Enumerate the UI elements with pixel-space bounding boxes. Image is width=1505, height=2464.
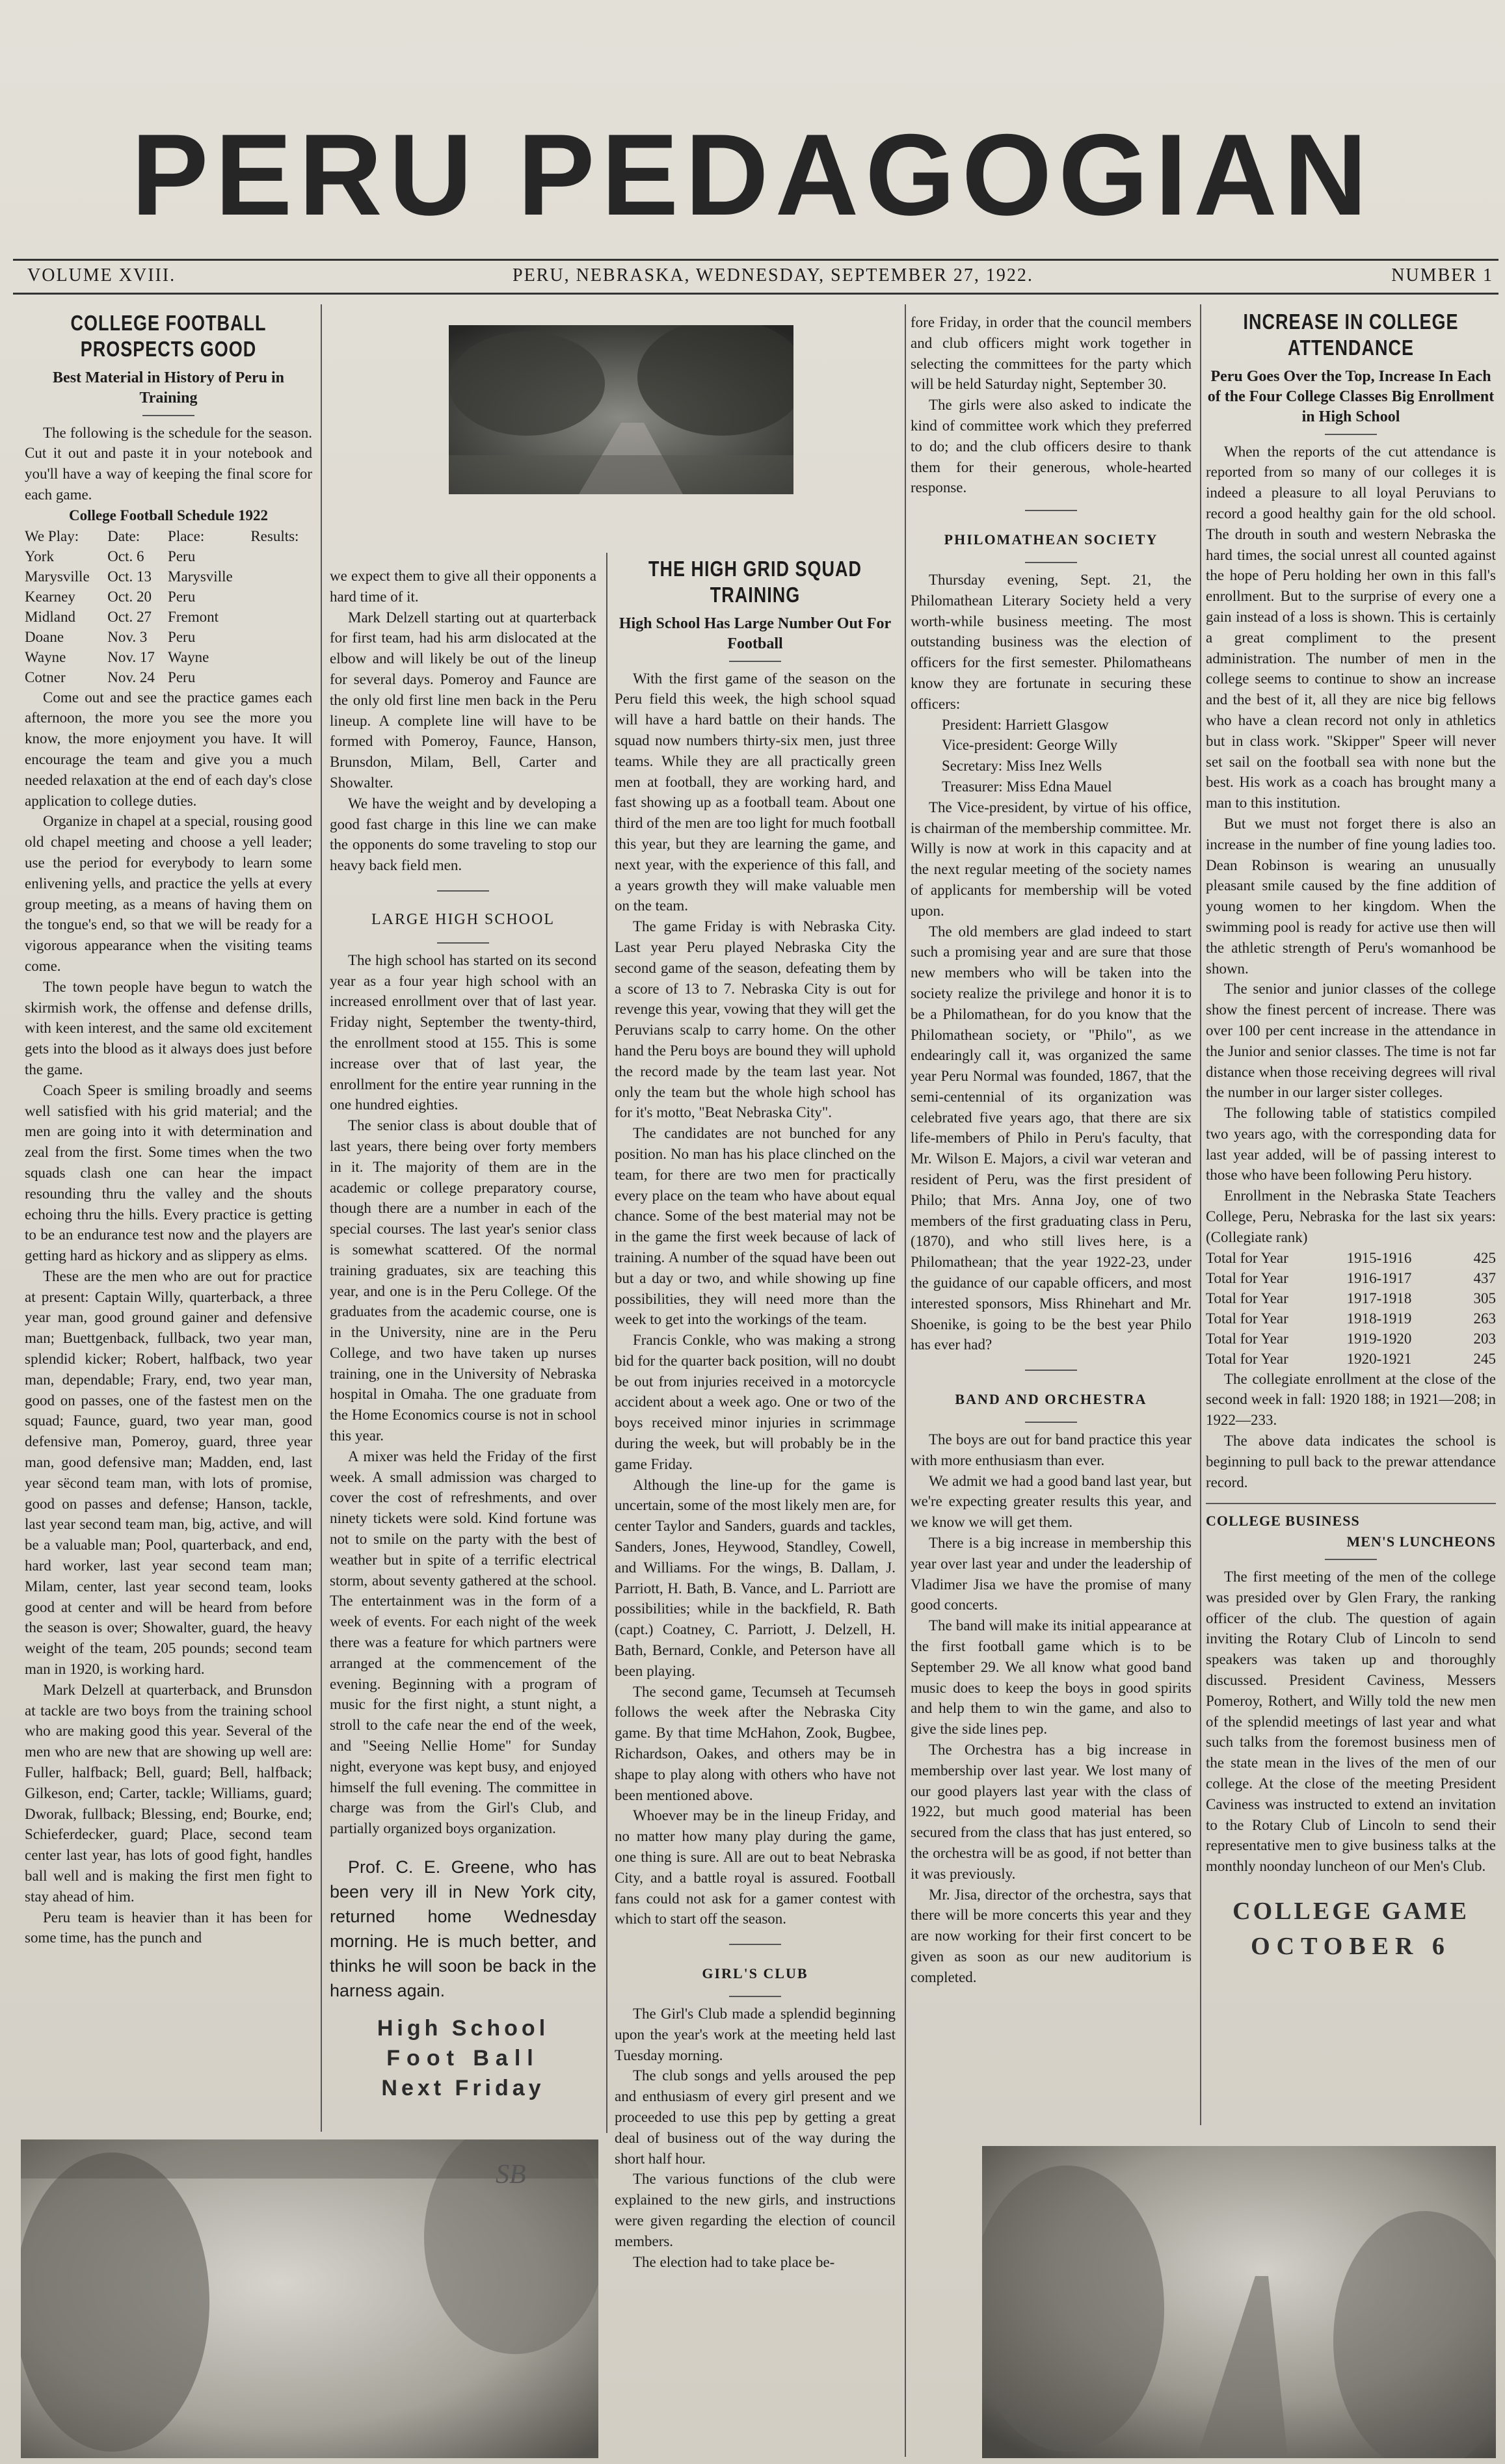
masthead-rule-top bbox=[13, 259, 1498, 261]
divider bbox=[729, 661, 781, 662]
band-headline: BAND AND ORCHESTRA bbox=[955, 1391, 1147, 1408]
column-rule bbox=[1200, 304, 1201, 2125]
divider bbox=[142, 415, 194, 416]
paragraph: When the reports of the cut attendance is reported from so many of our colleges it is indeed a pleasure to all loyal Peruvians to record a good healthy gain for the old school. The drouth in south and western Nebraska the hard times, the social unrest all counted against the hope of Peru holding her own in this fall's enrollment. But to the surprise of every one a gain instead of a loss is shown. This is certainly a great compliment to the present administration. The number of men in the college seems to continue to show an increase and the best of it, all they are nice big fellows who have a clean record not only in athletics but in class work. "Skipper" Speer will never set sail on the football sea with none but the best. His work as a coach has brought many a man to this institution. bbox=[1206, 443, 1496, 812]
divider bbox=[1206, 1503, 1496, 1504]
schedule-cell: York bbox=[25, 548, 54, 564]
schedule-header-cell: Results: bbox=[250, 527, 299, 544]
schedule-cell: Kearney bbox=[25, 588, 75, 605]
football-article bbox=[25, 313, 312, 1948]
paragraph: The candidates are not bunched for any position. No man has his place clinched on the team, for there are two men for practically every place on the team who have about equal chance. Some of the best material may not be in the game the first week because of lack of training. A number of the squad have been out but a day or two, and while showing up fine possibilities, they will need more than the week to get into the workings of the team. bbox=[615, 1125, 896, 1328]
paragraph: The club songs and yells aroused the pep and enthusiasm of every girl present and we proceeded to use this pep by getting a great deal of business out of the way during the short half hour. bbox=[615, 2067, 896, 2167]
dateline-bar bbox=[27, 265, 1493, 289]
bottom-right-photo-image bbox=[982, 2146, 1496, 2458]
girls-club-headline: GIRL'S CLUB bbox=[702, 1965, 808, 1982]
enroll-cell: 1918-1919 bbox=[1346, 1310, 1412, 1327]
schedule-cell: Wayne bbox=[168, 648, 209, 665]
divider bbox=[1325, 1559, 1377, 1560]
column-three bbox=[615, 559, 896, 2272]
dateline-text: PERU, NEBRASKA, WEDNESDAY, SEPTEMBER 27, 1922. bbox=[513, 265, 1033, 285]
enroll-cell: 1916-1917 bbox=[1346, 1269, 1412, 1286]
paragraph: Peru team is heavier than it has been for some time, has the punch and bbox=[25, 1909, 312, 1946]
philomathean-headline: PHILOMATHEAN SOCIETY bbox=[944, 531, 1158, 548]
paragraph: Come out and see the practice games each afternoon, the more you see the more you know, the more enjoyment you have. It will encourage the team and give you a much needed relaxation at the end of each day's close application to college duties. bbox=[25, 689, 312, 809]
table-row bbox=[1206, 1308, 1496, 1329]
enroll-cell: Total for Year bbox=[1206, 1330, 1288, 1347]
schedule-cell bbox=[250, 667, 312, 687]
table-row bbox=[25, 627, 312, 647]
paragraph: The various functions of the club were explained to the new girls, and instructions were given regarding the election of council members. bbox=[615, 2171, 896, 2249]
paragraph: But we must not forget there is also an increase in the number of fine young ladies too. Dean Robinson is wearing an unusually pleasant smile caused by the fine addition of young women to her kingdom. When the swimming pool is ready for active use then will the athletic strength of Peru's womanhood be shown. bbox=[1206, 815, 1496, 977]
schedule-cell bbox=[250, 627, 312, 647]
schedule-cell: Marysville bbox=[25, 568, 90, 585]
schedule-cell: Oct. 13 bbox=[107, 568, 152, 585]
bottom-left-photo bbox=[21, 2139, 598, 2458]
paragraph: The second game, Tecumseh at Tecumseh follows the week after the Nebraska City game. By that time McHahon, Zook, Bugbee, Richardson, Oakes, and others may be in shape to play along with others who have not been mentioned above. bbox=[615, 1683, 896, 1803]
column-two bbox=[330, 566, 596, 2103]
football-intro: The following is the schedule for the season. Cut it out and paste it in your notebook and you'll have a way of keeping the final score for each game. bbox=[25, 424, 312, 503]
enroll-cell: 1915-1916 bbox=[1346, 1249, 1412, 1266]
paragraph: The Orchestra has a big increase in membership over last year. We lost many of our good players last year with the class of 1922, but much good material has been secured from the class that has just entered, so the orchestra will be as good, if not better than it was previously. bbox=[911, 1742, 1192, 1882]
enroll-cell: Total for Year bbox=[1206, 1269, 1288, 1286]
table-row bbox=[1206, 1288, 1496, 1308]
schedule-cell: Peru bbox=[168, 669, 196, 685]
attendance-subhead: Peru Goes Over the Top, Increase In Each of the Four College Classes Big Enrollment in High School bbox=[1207, 367, 1495, 425]
schedule-cell: Oct. 27 bbox=[107, 608, 152, 625]
schedule-cell bbox=[250, 566, 312, 587]
schedule-cell: Midland bbox=[25, 608, 75, 625]
enroll-cell: Total for Year bbox=[1206, 1290, 1288, 1306]
enroll-cell: 263 bbox=[1473, 1310, 1496, 1327]
schedule-cell: Nov. 24 bbox=[107, 669, 155, 685]
attendance-headline: INCREASE IN COLLEGE ATTENDANCE bbox=[1243, 310, 1459, 360]
schedule-header-cell: Date: bbox=[107, 527, 140, 544]
paragraph: The election had to take place be- bbox=[633, 2253, 835, 2270]
paragraph: The senior and junior classes of the college show the finest percent of increase. There was over 100 per cent increase in the attendance in the Junior and senior classes. The time is not far distance when those receiving degrees will rival the number in our larger sister colleges. bbox=[1206, 981, 1496, 1101]
paragraph: We have the weight and by developing a good fast charge in this line we can make the opponents do some traveling to stop our heavy back field men. bbox=[330, 795, 596, 874]
divider bbox=[729, 1996, 781, 1997]
college-game-notice bbox=[1206, 1894, 1496, 1964]
enroll-cell: Total for Year bbox=[1206, 1350, 1288, 1367]
enroll-cell: 437 bbox=[1473, 1269, 1496, 1286]
divider bbox=[1025, 1422, 1077, 1423]
schedule-cell bbox=[250, 546, 312, 566]
paragraph: The old members are glad indeed to start such a promising year and are sure that those new members who will be taken into the society realize the privilege and honor it is to be a Philomathean, for do you know that the Philomathean society, or "Philo", as we endearingly call it, was organized the same year Peru Normal was founded, 1867, that the semi-centennial of its organization was celebrated five years ago, that there are six life-members of Philo in Peru's faculty, that Mr. Wilson E. Majors, a civil war veteran and resident of Peru, was the first president of Philo; that Mrs. Anna Joy, one of two members of the first graduating class in Peru, (1870), and who still lives here, is a Philomathean; that the year 1922-23, under the guidance of our capable officers, and most interested sponsors, Miss Rhinehart and Mr. Shoenike, is going to be the best year Philo has ever had? bbox=[911, 923, 1192, 1353]
paragraph: Organize in chapel at a special, rousing good old chapel meeting and choose a yell leader; use the period for everybody to learn some enlivening yells, and practice the yells at every group meeting, as a means of having them on the tongue's end, so that we will be ready for a vigorous appearance when the visiting teams come. bbox=[25, 813, 312, 974]
paragraph: The first meeting of the men of the college was presided over by Glen Frary, the ranking officer of the club. The question of again inviting the Rotary Club of Lincoln to send speakers was taken up and thoroughly discussed. President Caviness, Messers Pomeroy, Rothert, and Willy told the new men of the splendid meetings of last year and what such talks from the foremost business men of the state mean in the lives of the men of our college. At the close of the meeting President Caviness was instructed to extend an invitation to the Rotary Club of Lincoln to send their representative men to give business talks at the monthly noonday luncheon of our Men's Club. bbox=[1206, 1569, 1496, 1875]
football-headline: COLLEGE FOOTBALL PROSPECTS GOOD bbox=[70, 311, 267, 362]
paragraph: The band will make its initial appearance at the first football game which is to be September 29. We all know what good band music does to keep the boys in good spirits and help them to win the game, and also to give the side lines pep. bbox=[911, 1617, 1192, 1738]
campus-photo bbox=[449, 325, 793, 494]
schedule-cell: Doane bbox=[25, 628, 64, 645]
paragraph: The Vice-president, by virtue of his office, is chairman of the membership committee. Mr. Willy is now at work in this capacity and at the next regular meeting of the society names of applicants for membership will be voted upon. bbox=[911, 799, 1192, 919]
college-game-line: COLLEGE GAME bbox=[1232, 1898, 1469, 1925]
column-rule bbox=[606, 553, 607, 2133]
masthead-rule-bottom bbox=[13, 293, 1498, 295]
paragraph: A mixer was held the Friday of the first week. A small admission was charged to cover the cost of refreshments, and over ninety tickets were sold. Kind fortune was not to smile on the party with the best of weather but in spite of a terrific electrical storm, about seventy gathered at the school. The entertainment was in the form of a week of events. For each night of the week there was a feature for which partners were arranged at the commencement of the evening. Beginning with a program of music for the first night, a stunt night, a stroll to the cafe near the end of the week, and "Seeing Nellie Home" for Sunday night, everyone was kept busy, and enjoyed himself the full evening. The committee in charge was from the Girl's Club, and partially organized boys organization. bbox=[330, 1448, 596, 1837]
paragraph: The high school has started on its second year as a four year high school with an increased enrollment over that of last year. Friday night, September the twenty-third, the enrollment stood at 155. This is some increase over that of last year, the enrollment for the entire year running in the one hundred eighties. bbox=[330, 951, 596, 1113]
enroll-cell: 245 bbox=[1473, 1350, 1496, 1367]
enroll-cell: 1919-1920 bbox=[1346, 1330, 1412, 1347]
schedule-cell: Peru bbox=[168, 588, 196, 605]
table-row bbox=[25, 647, 312, 667]
grid-squad-subhead: High School Has Large Number Out For Football bbox=[619, 615, 892, 652]
column-rule bbox=[321, 304, 322, 2132]
large-high-school-headline: LARGE HIGH SCHOOL bbox=[371, 910, 555, 928]
paragraph: The following table of statistics compiled two years ago, with the corresponding data for last year added, will be of passing interest to those who have been following Peru history. bbox=[1206, 1105, 1496, 1184]
column-four bbox=[911, 312, 1192, 1988]
schedule-cell: Cotner bbox=[25, 669, 66, 685]
schedule-table bbox=[25, 526, 312, 687]
schedule-cell: Oct. 20 bbox=[107, 588, 152, 605]
paragraph: Enrollment in the Nebraska State Teachers College, Peru, Nebraska for the last six years: (Collegiate rank) bbox=[1206, 1187, 1496, 1245]
table-row bbox=[1206, 1329, 1496, 1349]
table-row bbox=[25, 566, 312, 587]
photo-annotation: SB bbox=[496, 2160, 526, 2190]
business-headline: COLLEGE BUSINESS bbox=[1206, 1513, 1360, 1530]
paragraph: The boys are out for band practice this year with more enthusiasm than ever. bbox=[911, 1431, 1192, 1468]
schedule-cell: Fremont bbox=[168, 608, 219, 625]
grid-squad-headline: THE HIGH GRID SQUAD TRAINING bbox=[648, 557, 862, 607]
schedule-cell: Wayne bbox=[25, 648, 66, 665]
schedule-title: College Football Schedule 1922 bbox=[68, 507, 269, 523]
paragraph: fore Friday, in order that the council members and club officers might work together in selecting the committees for the party which will be held Saturday night, September 30. bbox=[911, 314, 1192, 393]
schedule-cell bbox=[250, 607, 312, 627]
paragraph: Francis Conkle, who was making a strong bid for the quarter back position, will no doubt be out from injuries received in a motorcycle accident about a week ago. One or two of the boys received minor injuries in scrimmage during the week, but will probably be in the game Friday. bbox=[615, 1332, 896, 1472]
paragraph: The above data indicates the school is beginning to pull back to the prewar attendance record. bbox=[1206, 1433, 1496, 1490]
enroll-cell: Total for Year bbox=[1206, 1310, 1288, 1327]
hs-football-line: Foot Ball bbox=[386, 2046, 540, 2071]
enroll-cell: Total for Year bbox=[1206, 1249, 1288, 1266]
column-rule bbox=[905, 304, 906, 2457]
divider bbox=[729, 1944, 781, 1945]
table-row bbox=[25, 587, 312, 607]
table-row bbox=[1206, 1268, 1496, 1288]
divider bbox=[1025, 562, 1077, 563]
paragraph: The girls were also asked to indicate the kind of committee work which they preferred to do; and the club officers desire to thank them for their generous, whole-hearted response. bbox=[911, 397, 1192, 496]
officer: Vice-president: George Willy bbox=[942, 737, 1118, 754]
paragraph: The town people have begun to watch the skirmish work, the offense and defense drills, with keen interest, and the same old excitement gets into the blood as it always does just before the game. bbox=[25, 978, 312, 1078]
schedule-cell: Nov. 17 bbox=[107, 648, 155, 665]
paragraph: Mark Delzell starting out at quarterback for first team, had his arm dislocated at the elbow and will likely be out of the lineup for several days. Pomeroy and Faunce are the only old first line men back in the Peru lineup. A complete line will have to be formed with Pomeroy, Faunce, Hanson, Brunsdon, Milam, Bell, Carter and Showalter. bbox=[330, 609, 596, 791]
divider bbox=[1025, 1370, 1077, 1371]
paragraph: We admit we had a good band last year, but we're expecting greater results this year, and we know we will get them. bbox=[911, 1472, 1192, 1531]
divider bbox=[437, 942, 489, 944]
schedule-cell bbox=[250, 647, 312, 667]
schedule-cell: Marysville bbox=[168, 568, 233, 585]
paragraph: The Girl's Club made a splendid beginning upon the year's work at the meeting held last Tuesday morning. bbox=[615, 2006, 896, 2063]
enrollment-table bbox=[1206, 1248, 1496, 1369]
paragraph: Thursday evening, Sept. 21, the Philomathean Literary Society held a very worth-while business meeting. The most outstanding business was the election of officers for the first semester. Philomatheans know they are fortunate in securing these officers: bbox=[911, 571, 1192, 712]
enroll-cell: 203 bbox=[1473, 1330, 1496, 1347]
table-row bbox=[25, 667, 312, 687]
column-five bbox=[1206, 312, 1496, 1964]
business-subhead: MEN'S LUNCHEONS bbox=[1346, 1533, 1496, 1550]
paragraph: The collegiate enrollment at the close of the second week in fall: 1920 188; in 1921—208; in 1922—233. bbox=[1206, 1370, 1496, 1429]
hs-football-line: Next Friday bbox=[381, 2076, 545, 2101]
paragraph: Mr. Jisa, director of the orchestra, says that there will be more concerts this year and they are now working for their first concert to be given as soon as our new auditorium is completed. bbox=[911, 1886, 1192, 1985]
masthead-title: PERU PEDAGOGIAN bbox=[131, 110, 1374, 239]
table-row bbox=[1206, 1349, 1496, 1369]
table-row bbox=[25, 607, 312, 627]
schedule-header-cell: Place: bbox=[168, 527, 205, 544]
paragraph: The game Friday is with Nebraska City. Last year Peru played Nebraska City the second game of the season, defeating them by a score of 13 to 7. Nebraska City is out for revenge this year, vowing that they will get the Peruvians scalp to carry home. On the other hand the Peru boys are bound they will uphold the record made by the team last year. Not only the team but the whole high school has for it's motto, "Beat Nebraska City". bbox=[615, 918, 896, 1121]
schedule-header-cell: We Play: bbox=[25, 527, 79, 544]
paragraph: Coach Speer is smiling broadly and seems well satisfied with his grid material; and the men are going into it with determination and zeal from the first. Some times when the two squads clash one can hear the impact resounding thru the valley and the shouts echoing thru the hills. Every practice is getting to be an endurance test now and the players are getting hard as hickory and as slippery as elms. bbox=[25, 1081, 312, 1264]
enroll-cell: 305 bbox=[1473, 1290, 1496, 1306]
hs-football-notice bbox=[330, 2013, 596, 2103]
divider bbox=[1025, 510, 1077, 511]
greene-notice: Prof. C. E. Greene, who has been very ill in New York city, returned home Wednesday morning. He is much better, and thinks he will soon be back in the harness again. bbox=[330, 1857, 596, 2001]
paragraph: Although the line-up for the game is uncertain, some of the most likely men are, for center Taylor and Sanders, guards and tackles, Sanders, Jones, Heywood, Standley, Cowell, and Williams. For the wings, B. Dallam, J. Parriott, H. Bath, B. Vance, and L. Parriott are possibilities; while in the backfield, R. Bath (capt.) Coatney, C. Parriott, J. Delzell, H. Bath, Bernard, Conkle, and Peterson have all been playing. bbox=[615, 1476, 896, 1679]
paragraph: There is a big increase in membership this year over last year and under the leadership of Vladimer Jisa we have the promise of many good concerts. bbox=[911, 1535, 1192, 1613]
table-row bbox=[1206, 1248, 1496, 1268]
bottom-right-photo bbox=[982, 2146, 1496, 2458]
paragraph: The senior class is about double that of last years, there being over forty members in it. The majority of them are in the academic or college preparatory course, though there are a number in each of the special courses. The last year's senior class is somewhat scattered. Of the normal training graduates, six are teaching this year, and one is in the Peru College. Of the graduates from the academic course, one is in the University, nine are in the Peru College, and two have taken up nurses training, one in the University of Nebraska hospital in Omaha. The one graduate from the Home Economics course is not in school this year. bbox=[330, 1117, 596, 1444]
divider bbox=[437, 890, 489, 892]
schedule-cell: Peru bbox=[168, 548, 196, 564]
table-row bbox=[25, 546, 312, 566]
schedule-cell: Oct. 6 bbox=[107, 548, 144, 564]
enroll-cell: 1920-1921 bbox=[1346, 1350, 1412, 1367]
schedule-cell bbox=[250, 587, 312, 607]
paragraph: Whoever may be in the lineup Friday, and no matter how many play during the game, one thing is sure. All are out to beat Nebraska City, and a battle royal is assured. Football fans could not ask for a gamer contest with which to start off the season. bbox=[615, 1807, 896, 1927]
campus-photo-image bbox=[449, 325, 793, 494]
officer: Secretary: Miss Inez Wells bbox=[942, 758, 1102, 775]
paragraph: With the first game of the season on the Peru field this week, the high school squad will have a hard battle on their hands. The squad now numbers thirty-six men, just three teams. While they are all practically green men at football, they are working hard, and fast showing up as a football team. About one third of the men are too light for much football this year, but they are learning the game, and next year, with the experience of this fall, and a years growth they will make valuable men on the team. bbox=[615, 670, 896, 914]
officer: President: Harriett Glasgow bbox=[942, 716, 1109, 733]
paragraph: Mark Delzell at quarterback, and Brunsdon at tackle are two boys from the training school who are making good this year. Several of the men who are new that are showing up well are: Fuller, halfback; Bell, guard; Bell, halfback; Gilkeson, end; Carter, tackle; Williams, guard; Dworak, fullback; Blessing, end; Bourke, end; Schieferdecker, guard; Place, second team center last year, has lots of good fight, handles ball well and is making the first men fight to stay ahead of him. bbox=[25, 1681, 312, 1905]
college-game-line: OCTOBER 6 bbox=[1251, 1933, 1451, 1960]
officer: Treasurer: Miss Edna Mauel bbox=[942, 778, 1112, 795]
hs-football-line: High School bbox=[377, 2016, 550, 2041]
schedule-cell: Peru bbox=[168, 628, 196, 645]
volume-label: VOLUME XVIII. bbox=[27, 265, 176, 285]
enroll-cell: 1917-1918 bbox=[1346, 1290, 1412, 1306]
paragraph: we expect them to give all their opponents a hard time of it. bbox=[330, 568, 596, 605]
officer-list bbox=[911, 715, 1192, 797]
schedule-header bbox=[25, 526, 312, 546]
schedule-cell: Nov. 3 bbox=[107, 628, 148, 645]
enroll-cell: 425 bbox=[1473, 1249, 1496, 1266]
issue-number: NUMBER 1 bbox=[1391, 265, 1493, 285]
football-subhead: Best Material in History of Peru in Training bbox=[53, 369, 284, 406]
paragraph: These are the men who are out for practice at present: Captain Willy, quarterback, a three year man, good ground gainer and defensive man; Buettgenback, fullback, two year man, splendid kicker; Robert, halfback, two year man, dependable; Frary, end, two year man, good on passes, one of the fastest men on the squad; Faunce, guard, two year man, good defensive man, Pomeroy, guard, three year man, good defensive man; Madden, end, last year sëcond team man, with lots of promise, good on passes and defense; Hanson, tackle, last year second team man, big, active, and will be a valuable man; Pool, quarterback, and end, hard worker, last year second team man; Milam, center, last year second team, looks good at center and will be heard from before the season is over; Showalter, guard, the heavy weight of the team, 205 pounds; second team man in 1920, is working hard. bbox=[25, 1267, 312, 1678]
divider bbox=[1325, 434, 1377, 435]
